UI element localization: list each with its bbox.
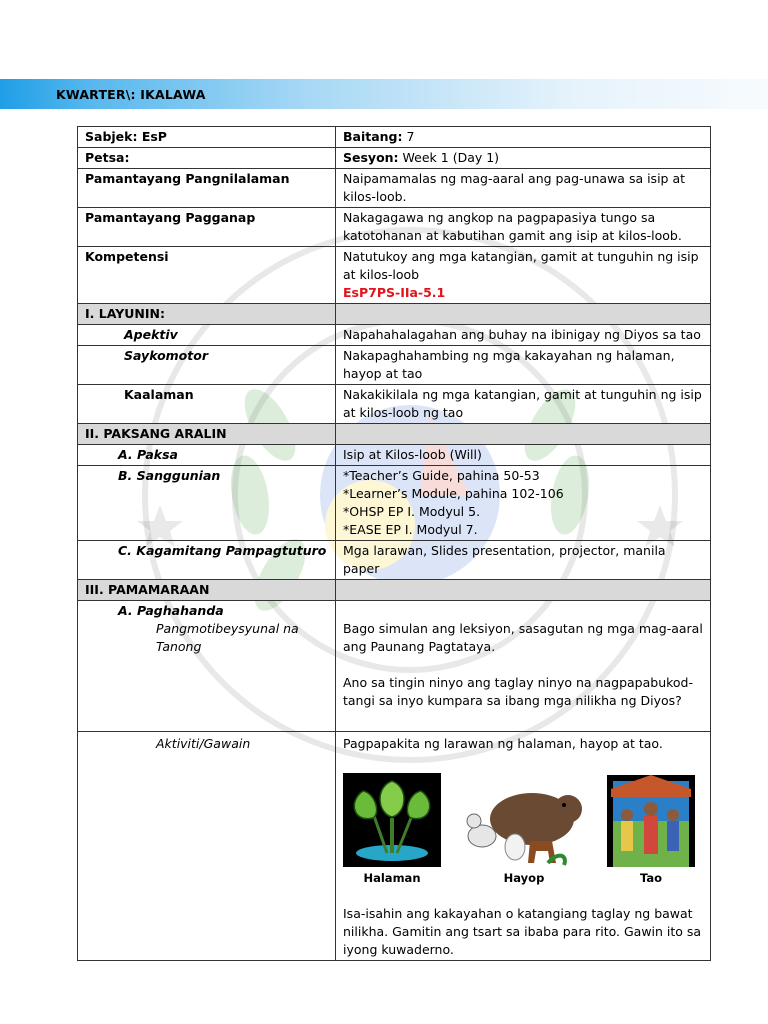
quarter-value: IKALAWA (140, 87, 206, 102)
pictures-row (343, 773, 695, 887)
table-row (78, 346, 711, 385)
section-row (78, 580, 711, 601)
tanong-text2: Ano sa tingin ninyo ang taglay ninyo na nagpapabukod-tangi sa inyo kumpara sa ibang mga nilikha ng Diyos? (343, 675, 694, 708)
baitang-cell: Baitang: 7 (336, 127, 711, 148)
layunin-title: I. LAYUNIN: (78, 304, 336, 325)
quarter-header (56, 87, 206, 102)
pangnilalaman-label: Pamantayang Pangnilalaman (78, 169, 336, 208)
kompetensi-value: Natutukoy ang mga katangian, gamit at tunguhin ng isip at kilos-loob (343, 249, 699, 282)
tanong-text1: Bago simulan ang leksiyon, sasagutan ng mga mag-aaral ang Paunang Pagtataya. (343, 621, 703, 654)
animals-picture-block (460, 781, 588, 887)
paksa-value: Isip at Kilos-loob (Will) (336, 445, 711, 466)
table-row (78, 148, 711, 169)
table-row (78, 601, 711, 732)
pagganap-label: Pamantayang Pagganap (78, 208, 336, 247)
sesyon-cell: Sesyon: Week 1 (Day 1) (336, 148, 711, 169)
kagamitan-label: C. Kagamitang Pampagtuturo (78, 541, 336, 580)
table-row (78, 732, 711, 961)
aktiviti-content (336, 732, 711, 961)
paksa-label: A. Paksa (78, 445, 336, 466)
picture-label: Tao (639, 871, 663, 885)
table-row (78, 325, 711, 346)
table-row (78, 208, 711, 247)
people-picture-block (607, 775, 695, 887)
picture-label: Halaman (363, 871, 421, 885)
people-picture (607, 775, 695, 867)
table-row (78, 385, 711, 424)
table-row (78, 247, 711, 304)
aktiviti-text1: Pagpapakita ng larawan ng halaman, hayop at tao. (343, 736, 663, 751)
pagganap-value: Nakagagawa ng angkop na pagpapasiya tungo sa katotohanan at kabutihan gamit ang isip at kilos-loob. (336, 208, 711, 247)
aktiviti-text2: Isa-isahin ang kakayahan o katangiang taglay ng bawat nilikha. Gamitin ang tsart sa ibaba para rito. Gawin ito sa iyong kuwaderno. (343, 906, 702, 957)
section-row (78, 424, 711, 445)
petsa-label: Petsa: (78, 148, 336, 169)
section-row (78, 304, 711, 325)
quarter-separator: \: (125, 87, 141, 102)
paksang-aralin-title: II. PAKSANG ARALIN (78, 424, 336, 445)
kompetensi-code: EsP7PS-IIa-5.1 (343, 285, 446, 300)
kaalaman-label: Kaalaman (78, 385, 336, 424)
tanong-label: Pangmotibeysyunal na Tanong (156, 621, 299, 654)
apektiv-value: Napahahalagahan ang buhay na ibinigay ng Diyos sa tao (336, 325, 711, 346)
kompetensi-cell (336, 247, 711, 304)
kompetensi-label: Kompetensi (78, 247, 336, 304)
pamamaraan-title: III. PAMAMARAAN (78, 580, 336, 601)
list-item: *OHSP EP I. Modyul 5. (343, 504, 481, 519)
lesson-plan-table (77, 126, 711, 961)
quarter-label: KWARTER (56, 87, 126, 102)
table-row (78, 169, 711, 208)
aktiviti-label: Aktiviti/Gawain (78, 732, 336, 961)
animals-picture (460, 781, 588, 867)
paghahanda-content (336, 601, 711, 732)
apektiv-label: Apektiv (78, 325, 336, 346)
list-item: *Teacher’s Guide, pahina 50-53 (343, 468, 540, 483)
plant-picture-block (343, 773, 441, 887)
sanggunian-list (336, 466, 711, 541)
table-row (78, 127, 711, 148)
table-row (78, 466, 711, 541)
plant-picture (343, 773, 441, 867)
saykomotor-value: Nakapaghahambing ng mga kakayahan ng halaman, hayop at tao (336, 346, 711, 385)
picture-label: Hayop (503, 871, 545, 885)
list-item: *Learner’s Module, pahina 102-106 (343, 486, 564, 501)
kaalaman-value: Nakakikilala ng mga katangian, gamit at tunguhin ng isip at kilos-loob ng tao (336, 385, 711, 424)
list-item: *EASE EP I. Modyul 7. (343, 522, 478, 537)
saykomotor-label: Saykomotor (78, 346, 336, 385)
paghahanda-label: A. Paghahanda (118, 603, 224, 618)
table-row (78, 445, 711, 466)
pangnilalaman-value: Naipamamalas ng mag-aaral ang pag-unawa sa isip at kilos-loob. (336, 169, 711, 208)
sanggunian-label: B. Sanggunian (78, 466, 336, 541)
paghahanda-cell (78, 601, 336, 732)
table-row (78, 541, 711, 580)
kagamitan-value: Mga larawan, Slides presentation, projector, manila paper (336, 541, 711, 580)
sabjek-cell: Sabjek: EsP (78, 127, 336, 148)
